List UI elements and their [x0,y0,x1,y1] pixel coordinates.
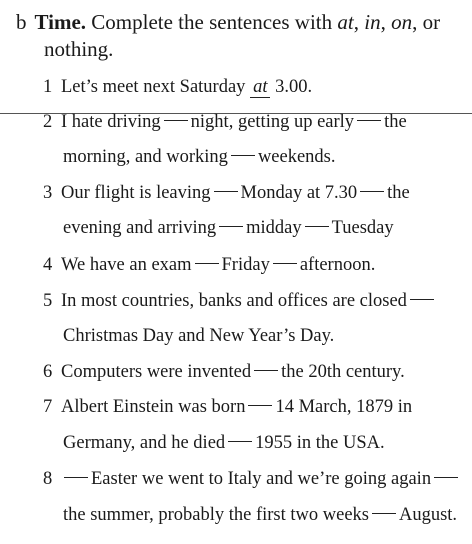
sentence-6 [43,362,405,383]
sentence-text: Our flight is leaving [61,183,211,203]
instruction-text: , or [412,10,441,34]
answer-blank[interactable] [360,190,384,192]
separator: , [380,10,392,34]
sentence-text: evening and arriving [63,218,217,238]
option-at: at [337,10,354,34]
answer-blank[interactable] [305,225,329,227]
sentence-4 [43,255,375,276]
item-number: 4 [43,255,53,275]
item-number: 2 [43,112,53,132]
option-on: on [391,10,413,34]
answer-blank[interactable] [434,476,458,478]
sentence-text: Friday [221,255,270,275]
answer-blank[interactable] [228,440,252,442]
sentence-text: the [384,112,407,132]
item-number: 3 [43,183,53,203]
sentence-text: the 20th century. [281,362,405,382]
item-number: 7 [43,397,53,417]
answer-blank[interactable] [248,404,272,406]
sentence-text: We have an exam [61,255,192,275]
sentence-text: 1955 in the USA. [255,433,385,453]
answer-blank[interactable] [231,154,255,156]
sentence-text: afternoon. [299,255,376,275]
sentence-text: the summer, probably the first two weeks [63,505,369,525]
instruction-text: Complete the sentences with [86,10,338,34]
answer-blank[interactable] [357,119,381,121]
sentence-text: Easter we went to Italy and we’re going again [91,469,432,489]
sentence-text: August. [398,505,458,525]
answer-blank[interactable] [214,190,238,192]
sentence-text: 14 March, 1879 in [275,397,413,417]
answer-blank[interactable] [372,512,396,514]
exercise-letter: b [16,10,27,34]
exercise-heading [16,9,466,63]
sentence-3 [43,183,410,204]
sentence-text: Computers were invented [61,362,252,382]
sentence-text: Christmas Day and New Year’s Day. [63,326,335,346]
sentence-5 [43,291,437,312]
sentence-text: I hate driving [61,112,161,132]
sentence-text: weekends. [257,147,336,167]
instruction-text-line2: nothing. [44,37,114,61]
sentence-text: the [387,183,410,203]
sentence-text: Monday at 7.30 [240,183,358,203]
item-number: 6 [43,362,53,382]
answer-blank[interactable] [410,298,434,300]
separator: , [353,10,365,34]
answer-blank[interactable] [254,369,278,371]
sentence-text: midday [246,218,302,238]
answer-blank[interactable] [195,262,219,264]
item-number: 5 [43,291,53,311]
sentence-7-continued [63,433,385,454]
sentence-text: Let’s meet next Saturday [61,77,251,97]
sentence-1 [43,77,312,98]
answer-blank[interactable] [164,119,188,121]
exercise-title: Time. [34,10,87,34]
sentence-7 [43,397,412,418]
sentence-text: night, getting up early [190,112,355,132]
sentence-2-continued [63,147,336,168]
sentence-text: Tuesday [331,218,394,238]
sentence-2 [43,112,407,133]
sentence-5-continued [63,326,334,347]
answer-blank[interactable] [273,262,297,264]
item-number: 8 [43,469,53,489]
item-number: 1 [43,77,53,97]
answer-example: at [250,77,270,98]
sentence-8-continued [63,505,457,526]
answer-blank[interactable] [64,476,88,478]
sentence-text: 3.00. [270,77,313,97]
sentence-text: morning, and working [63,147,228,167]
sentence-text: In most countries, banks and offices are closed [61,291,407,311]
sentence-text: Albert Einstein was born [61,397,246,417]
answer-blank[interactable] [219,225,243,227]
sentence-8 [43,469,461,490]
sentence-3-continued [63,218,394,239]
option-in: in [364,10,381,34]
sentence-text: Germany, and he died [63,433,226,453]
